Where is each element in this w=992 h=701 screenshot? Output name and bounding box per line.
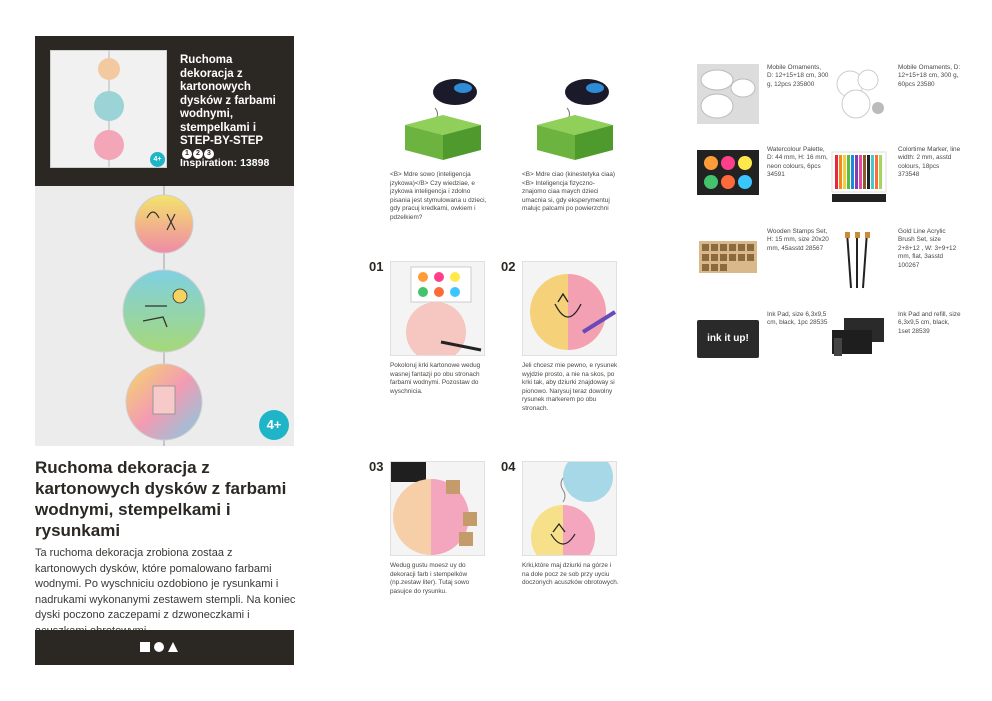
step-1-text: Pokoloruj krki kartonowe wedug wasnej fantazji po obu stronach farbami wodnymi. Pozostaw do wyschnicia. [390, 362, 481, 395]
product-5-text: Wooden Stamps Set, H: 15 mm, size 20x20 mm, 45asstd 28567 [767, 228, 829, 252]
step-badge-3: 3 [204, 149, 214, 159]
intro-right-text: <B> Mdre ciao (kinestetyka ciaa) <B> Inteligencja fizyczno- znajomo ciaa maych dzieci umacnia si, gdy eksperymentuj malujc palcami po powierzchni [522, 171, 616, 213]
tree-icon [168, 642, 178, 652]
step-badge-1: 1 [182, 149, 192, 159]
product-2-text: Mobile Ornaments, D: 12+15+18 cm, 300 g, 60pcs 23580 [898, 64, 961, 88]
description: Ta ruchoma dekoracja zrobiona zostaa z kartonowych dysków, które pomalowano farbami wodnymi. Po wyschniciu ozdobiono je rysunkami i nadrukami wykonanymi zestawem stempli. Na koniec dyski poczono zaczepami z dzwoneczkami i [35, 547, 296, 621]
product-2-image [830, 64, 890, 124]
product-1-text: Mobile Ornaments, D: 12+15+18 cm, 300 g, 12pcs 235800 [767, 64, 829, 88]
step-2-text: Jeli chcesz mie pewno, e rysunek wyjdzie prosto, a nie na skos, po krki tak, aby dziurki znajdoway si pionowo. Narysuj teraz dowolny rysunek markerem po obu stronach. [522, 362, 618, 412]
product-8-text: Ink Pad and refill, size 6,3x9,5 cm, black, 1set 28539 [898, 311, 961, 335]
inspiration-number: Inspiration: 13898 [180, 157, 270, 169]
step-3-number: 03 [369, 459, 384, 474]
product-7-text: Ink Pad, size 6,3x9,5 cm, black, 1pc 28535 [767, 311, 828, 327]
ink-pad-logo: ink it up! [707, 333, 749, 344]
age-badge-small: 4+ [150, 152, 165, 167]
step-2-number: 02 [501, 259, 516, 274]
step-4-text: Krki,które maj dziurki na górze i na dole pocz ze sob przy uyciu doczonych acuszków obrotowych. [522, 562, 619, 587]
main-title: Ruchoma dekoracja z kartonowych dysków z farbami wodnymi, stempelkami i rysunkami [35, 458, 287, 540]
step-3-image [390, 461, 485, 556]
product-3-text: Watercolour Palette, D: 44 mm, H: 16 mm, neon colours, 6pcs 34591 [767, 146, 828, 179]
square-icon [140, 642, 150, 652]
header-title: Ruchoma dekoracja z kartonowych dysków z farbami wodnymi, stempelkami i STEP-BY-STEP 1 2 3 [180, 54, 276, 158]
step-4-number: 04 [501, 459, 516, 474]
product-6-image [835, 230, 880, 290]
step-1-number: 01 [369, 259, 384, 274]
product-6-text: Gold Line Acrylic Brush Set, size 2+8+12 , W: 3+9+12 mm, flat, 3asstd 100267 [898, 228, 957, 269]
intro-right-image [527, 70, 622, 160]
product-1-image [697, 64, 759, 124]
step-3-text: Wedug gustu moesz uy do dekoracji farb i stempelków (np.zestaw liter). Tutaj sowo pasujce do rysunku. [390, 562, 470, 595]
product-3-image [697, 150, 759, 195]
step-4-image [522, 461, 617, 556]
intro-left-text: <B> Mdre sowo (inteligencja jzykowa)</B> Czy wiedziae, e jzykowa inteligencja i zdolno pisania jest stymulowana u dzieci, gdy pracuj kredkami, owkiem i pdzelkiem? [390, 171, 487, 221]
product-4-image [830, 150, 888, 205]
intro-left-image [395, 70, 490, 160]
product-5-image [697, 237, 759, 277]
step-2-image [522, 261, 617, 356]
step-badge-2: 2 [193, 149, 203, 159]
step-1-image [390, 261, 485, 356]
age-badge-large: 4+ [259, 410, 289, 440]
thumbnail-image [50, 50, 167, 168]
footer-icons [140, 642, 178, 652]
product-7-image [697, 320, 759, 358]
product-4-text: Colortime Marker, line width: 2 mm, asstd colours, 18pcs 373548 [898, 146, 961, 179]
paint-icon [154, 642, 164, 652]
product-8-image [830, 316, 888, 358]
